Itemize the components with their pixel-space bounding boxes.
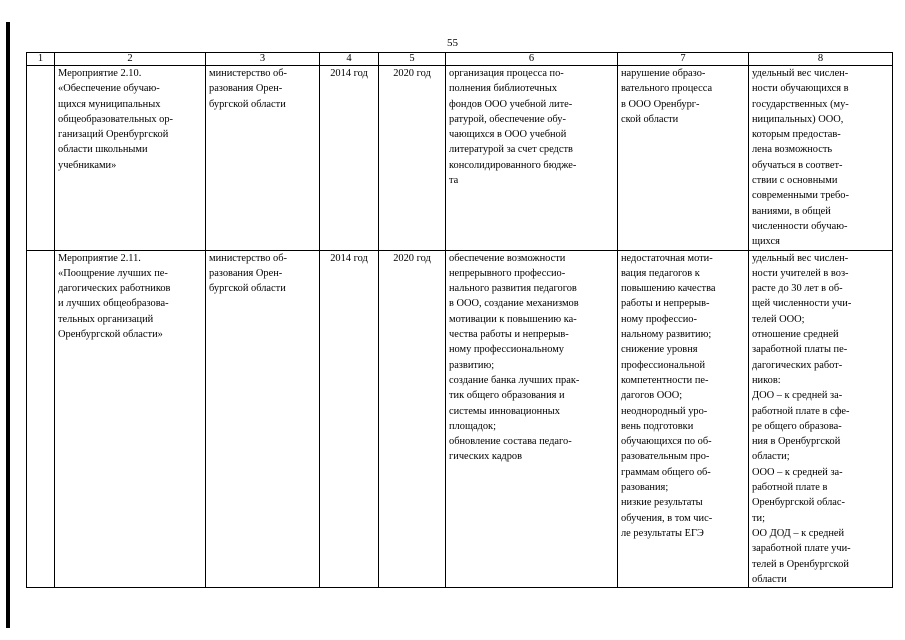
- result-cell-line: ному профессиональному: [449, 344, 564, 356]
- event-cell-line: «Поощрение лучших пе-: [58, 267, 168, 279]
- indicators-cell-line: телей в Оренбургской: [752, 558, 849, 570]
- indicators-cell-line: дагогических работ-: [752, 359, 843, 371]
- indicators-cell-line: ствии с основными: [752, 175, 838, 187]
- consequences-cell-line: компетентности пе-: [621, 374, 709, 386]
- consequences-cell-line: ской области: [621, 113, 679, 125]
- indicators-cell-line: ния в Оренбургской: [752, 436, 841, 448]
- result-cell-line: площадок;: [449, 420, 496, 432]
- indicators-cell-line: Оренбургской облас-: [752, 497, 845, 509]
- consequences-cell-line: вательного процесса: [621, 83, 713, 95]
- consequences-cell-line: работы и непрерыв-: [621, 298, 710, 310]
- executor-cell-line: бургской области: [209, 283, 286, 295]
- result-cell-line: литературой за счет средств: [449, 144, 573, 156]
- consequences-cell-line: дагогов ООО;: [621, 390, 683, 402]
- result-cell-line: системы инновационных: [449, 405, 560, 417]
- indicators-cell-line: численности обучаю-: [752, 220, 848, 232]
- indicators-cell-line: ДОО – к средней за-: [752, 390, 843, 402]
- indicators-cell-line: лена возможность: [752, 144, 833, 156]
- measures-table: [26, 52, 893, 588]
- event-cell-line: учебниками»: [58, 159, 117, 171]
- executor-cell-line: бургской области: [209, 98, 286, 110]
- consequences-cell-line: недостаточная моти-: [621, 252, 713, 264]
- page-number: 55: [447, 37, 458, 49]
- result-cell-line: организация процесса по-: [449, 68, 564, 79]
- consequences-cell-line: обучения, в том чис-: [621, 512, 713, 524]
- result-cell-line: тик общего образования и: [449, 390, 565, 402]
- indicators-cell-line: обучаться в соответ-: [752, 159, 843, 171]
- result-cell-line: мотивации к повышению ка-: [449, 313, 577, 325]
- indicators-cell-line: современными требо-: [752, 190, 849, 202]
- indicators-cell-line: ников:: [752, 374, 781, 386]
- indicators-cell-line: ниципальных) ООО,: [752, 113, 844, 125]
- indicators-cell-line: расте до 30 лет в об-: [752, 283, 843, 295]
- result-cell-line: ратурой, обеспечение обу-: [449, 113, 566, 125]
- consequences-cell-line: снижение уровня: [621, 344, 698, 356]
- result-cell-line: консолидированного бюдже-: [449, 159, 577, 171]
- consequences-cell-line: граммам общего об-: [621, 466, 711, 478]
- indicators-cell-line: удельный вес числен-: [752, 68, 849, 79]
- column-header: 6: [446, 53, 618, 66]
- column-header: 1: [27, 53, 55, 66]
- indicators-cell-line: удельный вес числен-: [752, 252, 849, 264]
- consequences-cell-line: нарушение образо-: [621, 68, 706, 79]
- indicators-cell-line: области;: [752, 451, 790, 463]
- indicators-cell: [749, 66, 893, 251]
- consequences-cell-line: профессиональной: [621, 359, 706, 371]
- event-cell-line: Оренбургской области»: [58, 329, 163, 341]
- consequences-cell-line: неоднородный уро-: [621, 405, 708, 417]
- consequences-cell-line: разовательным про-: [621, 451, 710, 463]
- executor-cell-line: разования Орен-: [209, 267, 283, 279]
- table-row: [27, 66, 893, 251]
- indicators-cell: [749, 250, 893, 588]
- result-cell: [446, 66, 618, 251]
- event-cell-line: Мероприятие 2.11.: [58, 252, 141, 264]
- indicators-cell-line: области: [752, 573, 787, 585]
- consequences-cell-line: разования;: [621, 482, 669, 494]
- consequences-cell-line: в ООО Оренбург-: [621, 98, 700, 110]
- result-cell-line: фондов ООО учебной лите-: [449, 98, 573, 110]
- consequences-cell-line: вень подготовки: [621, 420, 694, 432]
- column-header: 8: [749, 53, 893, 66]
- executor-cell: [206, 250, 320, 588]
- event-cell-line: ганизаций Оренбургской: [58, 129, 169, 141]
- event-cell: [55, 66, 206, 251]
- result-cell-line: обеспечение возможности: [449, 252, 566, 264]
- result-cell-line: непрерывного профессио-: [449, 267, 566, 279]
- column-header: 3: [206, 53, 320, 66]
- consequences-cell-line: обучающихся по об-: [621, 436, 712, 448]
- indicators-cell-line: заработной платы пе-: [752, 344, 848, 356]
- column-header: 5: [379, 53, 446, 66]
- end-year-cell: 2020 год: [379, 66, 446, 251]
- indicators-cell-line: работной плате в сфе-: [752, 405, 850, 417]
- indicators-cell-line: заработной плате учи-: [752, 543, 851, 555]
- event-cell-line: «Обеспечение обучаю-: [58, 83, 160, 95]
- indicators-cell-line: ООО – к средней за-: [752, 466, 843, 478]
- column-header: 4: [320, 53, 379, 66]
- indicators-cell-line: щей численности учи-: [752, 298, 852, 310]
- start-year-cell: 2014 год: [320, 66, 379, 251]
- result-cell-line: чающихся в ООО учебной: [449, 129, 567, 141]
- executor-cell-line: министерство об-: [209, 252, 287, 264]
- event-cell-line: области школьными: [58, 144, 148, 156]
- indicators-cell-line: ти;: [752, 512, 765, 524]
- event-cell-line: общеобразовательных ор-: [58, 113, 173, 125]
- indicators-cell-line: телей ООО;: [752, 313, 805, 325]
- executor-cell-line: министерство об-: [209, 68, 287, 79]
- consequences-cell-line: ному профессио-: [621, 313, 697, 325]
- result-cell-line: нального развития педагогов: [449, 283, 577, 295]
- row-number-cell: [27, 250, 55, 588]
- result-cell-line: в ООО, создание механизмов: [449, 298, 579, 310]
- indicators-cell-line: государственных (му-: [752, 98, 849, 110]
- consequences-cell-line: повышению качества: [621, 283, 716, 295]
- consequences-cell: [618, 66, 749, 251]
- result-cell-line: создание банка лучших прак-: [449, 374, 580, 386]
- indicators-cell-line: ре общего образова-: [752, 420, 842, 432]
- executor-cell-line: разования Орен-: [209, 83, 283, 95]
- consequences-cell-line: ле результаты ЕГЭ: [621, 527, 704, 539]
- consequences-cell-line: низкие результаты: [621, 497, 703, 509]
- event-cell: [55, 250, 206, 588]
- indicators-cell-line: ности обучающихся в: [752, 83, 849, 95]
- indicators-cell-line: отношение средней: [752, 329, 839, 341]
- column-header: 2: [55, 53, 206, 66]
- consequences-cell-line: вация педагогов к: [621, 267, 700, 279]
- column-header: 7: [618, 53, 749, 66]
- start-year-cell: 2014 год: [320, 250, 379, 588]
- indicators-cell-line: ваниями, в общей: [752, 205, 831, 217]
- end-year-cell: 2020 год: [379, 250, 446, 588]
- indicators-cell-line: щихся: [752, 236, 780, 248]
- scan-edge-bar: [6, 22, 10, 628]
- indicators-cell-line: ОО ДОД – к средней: [752, 527, 845, 539]
- result-cell-line: та: [449, 175, 459, 187]
- result-cell-line: полнения библиотечных: [449, 83, 558, 95]
- indicators-cell-line: которым предостав-: [752, 129, 841, 141]
- result-cell-line: чества работы и непрерыв-: [449, 329, 569, 341]
- consequences-cell: [618, 250, 749, 588]
- row-number-cell: [27, 66, 55, 251]
- event-cell-line: и лучших общеобразова-: [58, 298, 169, 310]
- event-cell-line: Мероприятие 2.10.: [58, 68, 142, 79]
- result-cell-line: развитию;: [449, 359, 495, 371]
- event-cell-line: тельных организаций: [58, 313, 154, 325]
- result-cell-line: гических кадров: [449, 451, 523, 463]
- consequences-cell-line: нальному развитию;: [621, 329, 712, 341]
- result-cell-line: обновление состава педаго-: [449, 436, 572, 448]
- indicators-cell-line: работной плате в: [752, 482, 828, 494]
- event-cell-line: дагогических работников: [58, 283, 171, 295]
- table-row: [27, 250, 893, 588]
- column-number-row: [27, 53, 893, 66]
- result-cell: [446, 250, 618, 588]
- indicators-cell-line: ности учителей в воз-: [752, 267, 849, 279]
- executor-cell: [206, 66, 320, 251]
- event-cell-line: щихся муниципальных: [58, 98, 161, 110]
